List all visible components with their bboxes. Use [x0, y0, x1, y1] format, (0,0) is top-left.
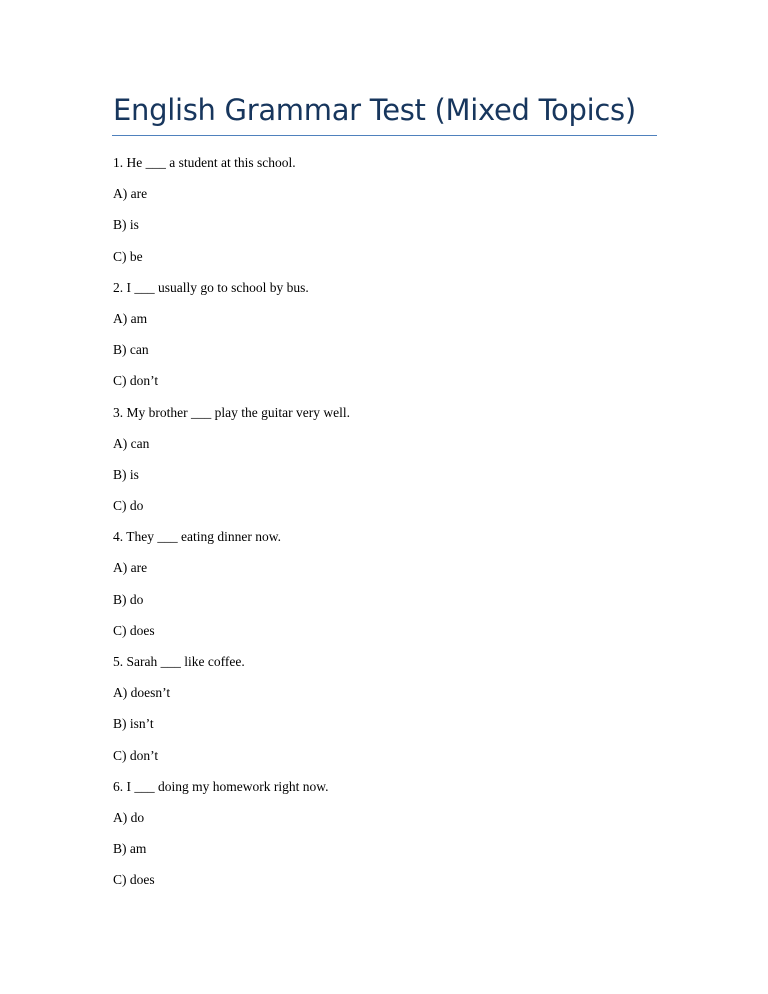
question-1-option-b: B) is [113, 217, 139, 233]
question-5-option-a: A) doesn’t [113, 685, 171, 701]
question-2-option-b: B) can [113, 342, 149, 358]
question-4-option-a: A) are [113, 560, 148, 576]
question-6: 6. I ___ doing my homework right now. [113, 778, 329, 794]
question-4: 4. They ___ eating dinner now. [113, 529, 281, 545]
question-5-option-c: C) don’t [113, 747, 159, 763]
question-1-option-c: C) be [113, 248, 143, 264]
question-list [113, 151, 350, 900]
question-2-option-a: A) am [113, 310, 148, 326]
question-4-option-b: B) do [113, 591, 144, 607]
question-3-option-c: C) do [113, 498, 144, 514]
document-title: English Grammar Test (Mixed Topics) [113, 93, 636, 127]
title-underline [112, 135, 657, 136]
question-2: 2. I ___ usually go to school by bus. [113, 279, 309, 295]
question-6-option-c: C) does [113, 872, 155, 888]
question-3-option-a: A) can [113, 435, 150, 451]
question-6-option-b: B) am [113, 841, 147, 857]
question-5-option-b: B) isn’t [113, 716, 154, 732]
question-6-option-a: A) do [113, 809, 145, 825]
question-3-option-b: B) is [113, 466, 139, 482]
question-1-option-a: A) are [113, 186, 148, 202]
question-5: 5. Sarah ___ like coffee. [113, 654, 245, 669]
question-1: 1. He ___ a student at this school. [113, 155, 296, 170]
question-4-option-c: C) does [113, 622, 155, 638]
question-2-option-c: C) don’t [113, 373, 159, 389]
question-3: 3. My brother ___ play the guitar very well. [113, 404, 350, 420]
